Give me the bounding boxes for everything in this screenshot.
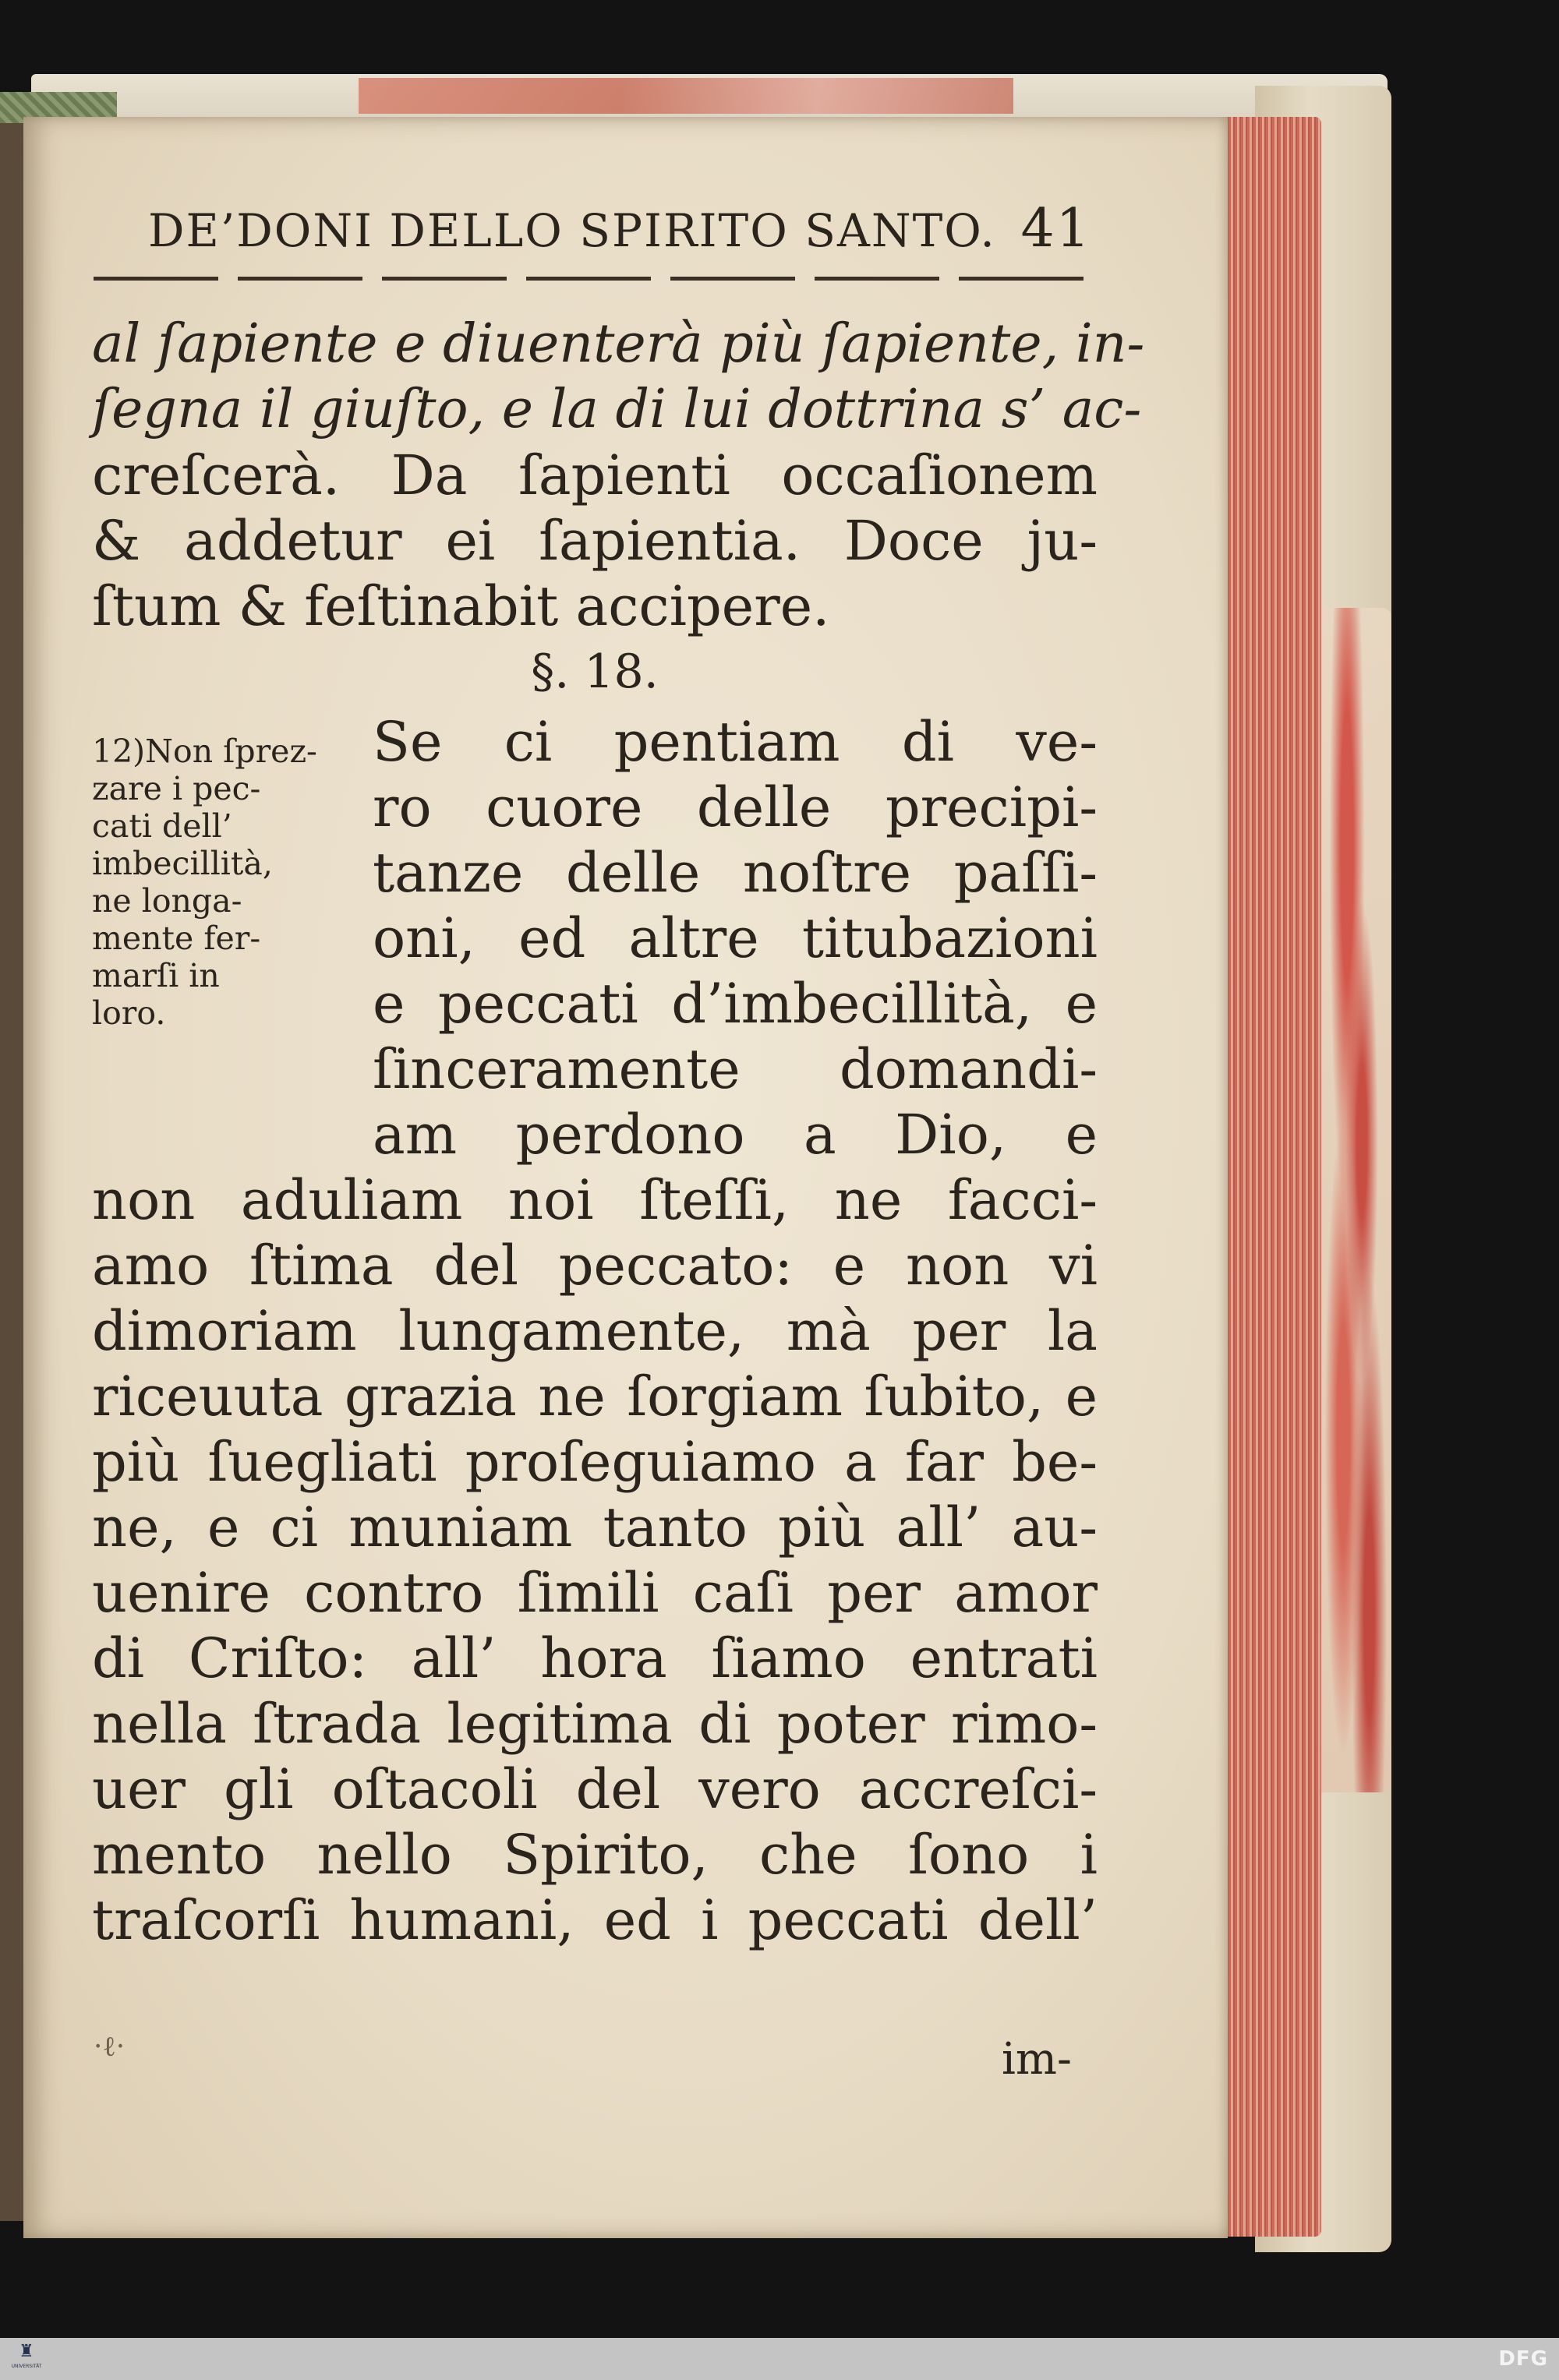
text-line: ne, e ci muniam tanto più all’ au-: [92, 1495, 1098, 1559]
marginal-line: marſi in: [92, 957, 220, 994]
header-rule: [94, 277, 1099, 281]
text-line: dimoriam lungamente, mà per la: [92, 1299, 1098, 1363]
text-line: più ſuegliati proſeguiamo a far be-: [92, 1430, 1098, 1494]
text-line: creſcerà. Da ſapienti occaſionem: [92, 443, 1098, 507]
text-line: ſegna il giuſto, e la di lui dottrina s’ ac-: [92, 379, 1142, 440]
library-logo: [9, 2343, 44, 2375]
dfg-logo: DFG: [1498, 2347, 1548, 2371]
marginal-line: ne longa-: [92, 882, 242, 920]
marginal-line: mente fer-: [92, 920, 261, 957]
text-line: di Criſto: all’ hora ſiamo entrati: [92, 1626, 1098, 1690]
marginal-line: imbecillità,: [92, 845, 273, 882]
red-page-edges: [1216, 117, 1321, 2237]
catchword: im-: [1002, 2034, 1072, 2085]
running-head: DE’DONI DELLO SPIRITO SANTO.: [148, 204, 996, 257]
text-line: Se ci pentiam di ve-: [373, 710, 1098, 774]
marginal-line: cati dell’: [92, 807, 232, 845]
text-line: oni, ed altre titubazioni: [373, 906, 1098, 970]
text-line: nella ſtrada legitima di poter rimo-: [92, 1692, 1098, 1756]
page-header: [148, 198, 1091, 260]
text-line: uenire contro ſimili caſi per amor: [92, 1561, 1098, 1625]
marginal-line: loro.: [92, 994, 166, 1032]
text-line: mento nello Spirito, che ſono i: [92, 1823, 1098, 1887]
marginal-line: 12)Non ſprez-: [92, 733, 317, 770]
text-line: & addetur ei ſapientia. Doce ju-: [92, 509, 1098, 573]
text-line: uer gli oſtacoli del vero accreſci-: [92, 1757, 1098, 1821]
text-line: al ſapiente e diuenterà più ſapiente, in-: [92, 313, 1145, 375]
marginal-line: zare i pec-: [92, 770, 261, 807]
text-line: riceuuta grazia ne ſorgiam ſubito, e: [92, 1365, 1098, 1428]
library-crest-icon: ♜: [19, 2342, 34, 2361]
section-heading: §. 18.: [531, 644, 659, 699]
marbled-endpaper: [1317, 608, 1391, 1792]
text-line: am perdono a Dio, e: [373, 1103, 1098, 1167]
page-number: 41: [1020, 198, 1091, 260]
text-line: e peccati d’imbecillità, e: [373, 972, 1098, 1036]
ink-smudge: ·ℓ·: [94, 2031, 125, 2063]
text-line: tanze delle noſtre paſſi-: [373, 841, 1098, 905]
cover-marbled-strip: [359, 78, 1013, 114]
text-line: ſinceramente domandi-: [373, 1037, 1098, 1101]
text-line: non aduliam noi ſteſſi, ne facci-: [92, 1168, 1098, 1232]
viewer-footer-bar: [0, 2338, 1559, 2380]
text-line: ro cuore delle precipi-: [373, 775, 1098, 839]
text-line: traſcorſi humani, ed i peccati dell’: [92, 1888, 1098, 1952]
text-line: amo ſtima del peccato: e non vi: [92, 1234, 1098, 1298]
library-logo-text: UNIVERSITÄT: [11, 2364, 42, 2369]
text-line: ſtum & feſtinabit accipere.: [92, 574, 830, 638]
